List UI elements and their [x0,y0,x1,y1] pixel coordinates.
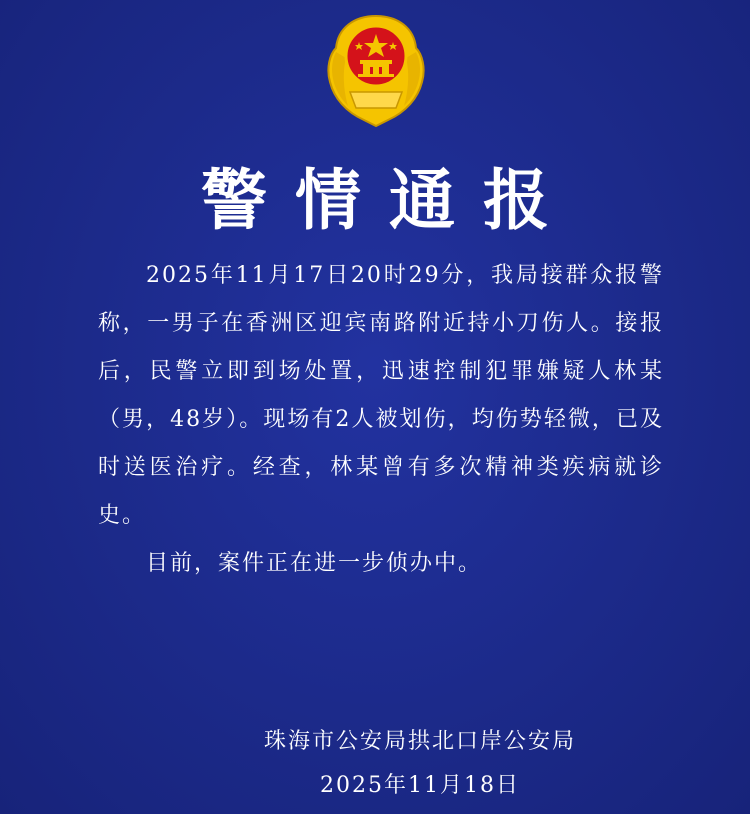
notice-title: 警情通报 [201,162,577,239]
notice-body [98,252,664,588]
notice-paragraph-1: 2025年11月17日20时29分，我局接群众报警称，一男子在香洲区迎宾南路附近持小刀伤人。接报后，民警立即到场处置，迅速控制犯罪嫌疑人林某（男，48岁）。现场有2人被划伤，均伤势轻微，已及时送医治疗。经查，林某曾有多次精神类疾病就诊史。 [98,263,664,528]
issuer-name: 珠海市公安局拱北口岸公安局 [263,729,576,754]
police-emblem-icon [318,12,434,130]
notice-paragraph-2: 目前，案件正在进一步侦办中。 [146,551,483,576]
issue-date: 2025年11月18日 [320,773,520,798]
notice-signature [220,720,620,808]
